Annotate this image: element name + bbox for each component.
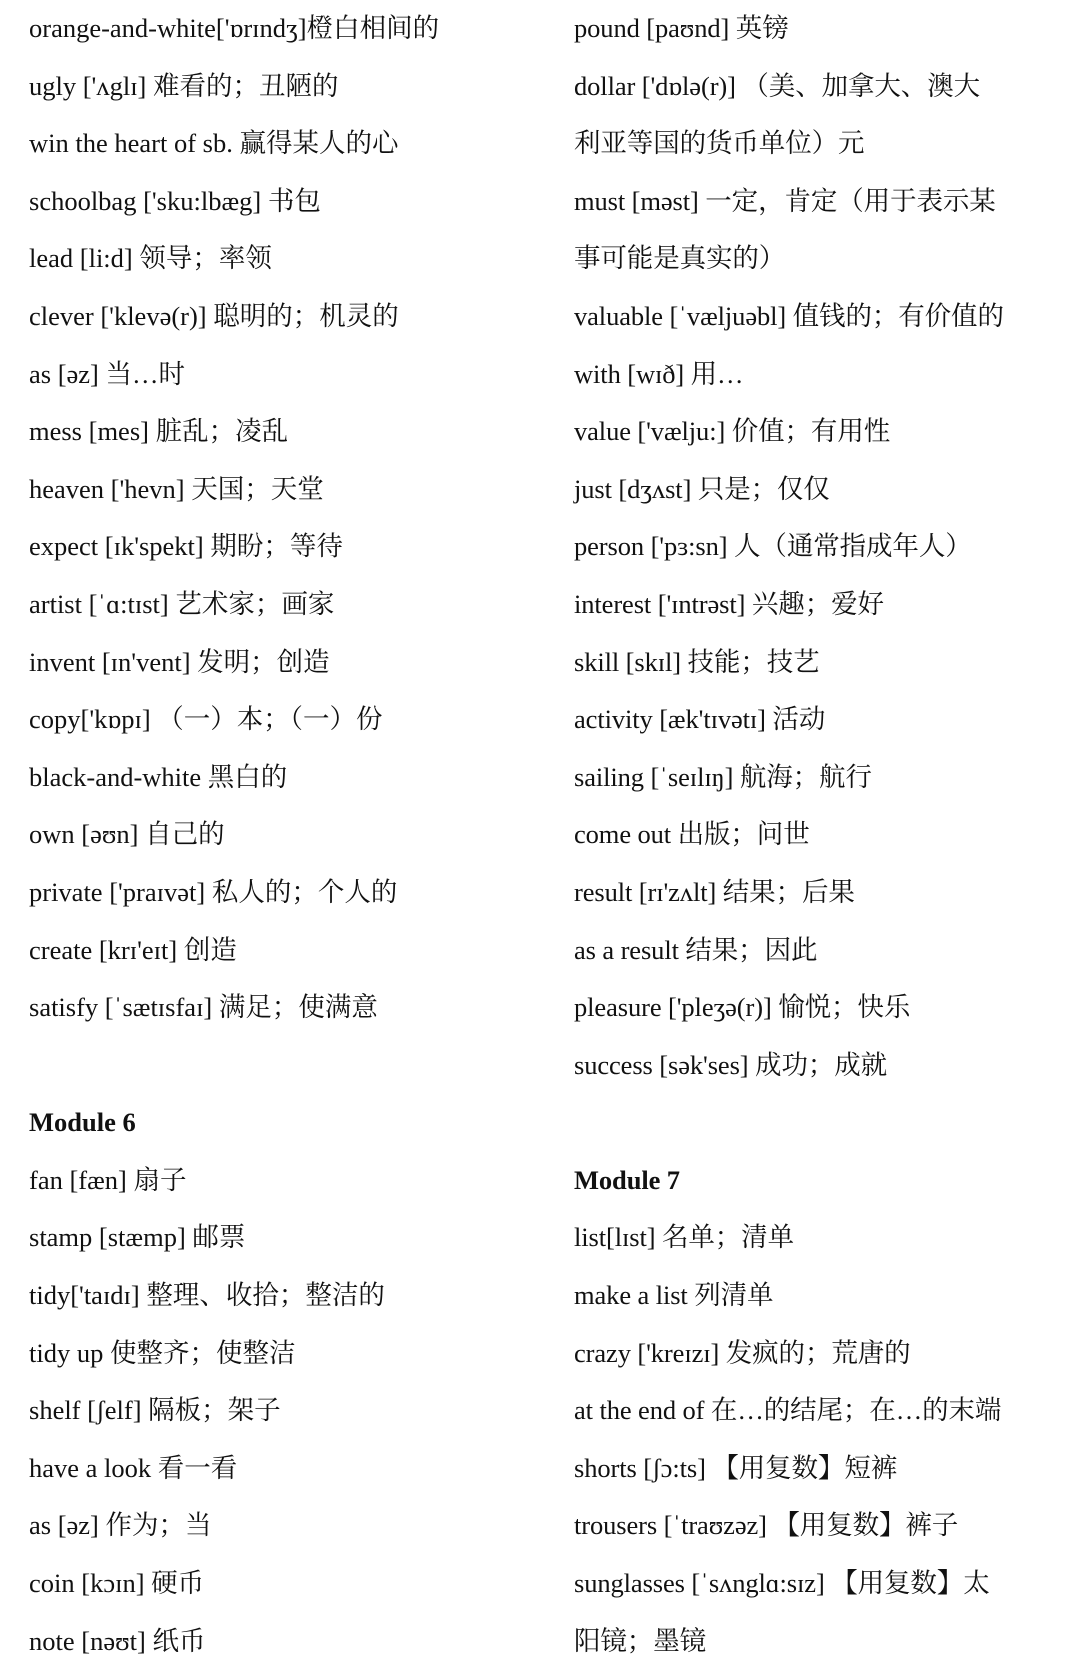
vocab-entry: just [dʒʌst] 只是；仅仅 — [574, 473, 830, 504]
vocab-entry: heaven ['hevn] 天国；天堂 — [29, 473, 324, 504]
vocab-entry: value ['vælju:] 价值；有用性 — [574, 416, 891, 447]
vocab-entry: success [sək'ses] 成功；成就 — [574, 1049, 888, 1080]
vocab-entry: coin [kɔɪn] 硬币 — [29, 1568, 205, 1599]
vocab-entry: as [əz] 当…时 — [29, 358, 185, 389]
vocab-entry: tidy up 使整齐；使整洁 — [29, 1337, 296, 1368]
vocab-entry: create [krɪ'eɪt] 创造 — [29, 934, 237, 965]
vocab-entry: copy['kɒpɪ] （一）本；（一）份 — [29, 704, 383, 735]
vocab-entry: orange-and-white['ɒrɪndʒ]橙白相间的 — [29, 13, 440, 43]
vocab-entry: win the heart of sb. 赢得某人的心 — [29, 128, 399, 159]
vocab-entry: 利亚等国的货币单位）元 — [574, 128, 865, 159]
vocab-entry: mess [mes] 脏乱；凌乱 — [29, 416, 289, 447]
left-column — [29, 0, 549, 1670]
vocab-entry: shorts [ʃɔ:ts] 【用复数】短裤 — [574, 1452, 898, 1483]
blank-line — [574, 1094, 1074, 1152]
vocab-entry: lead [li:d] 领导；率领 — [29, 243, 272, 274]
vocab-entry: expect [ɪk'spekt] 期盼；等待 — [29, 531, 343, 562]
vocab-entry: at the end of 在…的结尾；在…的末端 — [574, 1395, 1002, 1426]
vocab-entry: shelf [ʃelf] 隔板；架子 — [29, 1395, 281, 1426]
blank-line — [29, 1037, 549, 1095]
vocab-entry: own [əʊn] 自己的 — [29, 819, 225, 850]
vocab-entry: sunglasses [ˈsʌnglɑ:sɪz] 【用复数】太 — [574, 1568, 990, 1599]
vocab-entry: clever ['klevə(r)] 聪明的；机灵的 — [29, 300, 399, 331]
module-heading: Module 6 — [29, 1107, 136, 1138]
vocab-entry: fan [fæn] 扇子 — [29, 1164, 187, 1195]
vocab-entry: schoolbag ['sku:lbæg] 书包 — [29, 185, 321, 216]
vocab-entry: as a result 结果；因此 — [574, 934, 818, 965]
vocab-entry: come out 出版；问世 — [574, 819, 810, 850]
vocab-entry: person ['pɜ:sn] 人（通常指成年人） — [574, 531, 972, 562]
vocab-entry: valuable [ˈvæljuəbl] 值钱的；有价值的 — [574, 300, 1004, 331]
vocab-entry: pleasure ['pleʒə(r)] 愉悦；快乐 — [574, 992, 911, 1023]
vocab-entry: ugly ['ʌglɪ] 难看的；丑陋的 — [29, 70, 339, 101]
vocab-entry: have a look 看一看 — [29, 1452, 238, 1483]
module-heading: Module 7 — [574, 1164, 680, 1195]
right-column — [574, 0, 1074, 1670]
vocab-entry: invent [ɪn'vent] 发明；创造 — [29, 646, 330, 677]
vocab-entry: trousers [ˈtraʊzəz] 【用复数】裤子 — [574, 1510, 959, 1541]
vocab-entry: artist [ˈɑ:tɪst] 艺术家；画家 — [29, 588, 335, 619]
vocab-entry: interest ['ɪntrəst] 兴趣；爱好 — [574, 588, 884, 619]
vocab-entry: skill [skɪl] 技能；技艺 — [574, 646, 820, 677]
vocab-entry: list[lɪst] 名单；清单 — [574, 1222, 794, 1253]
vocab-entry: dollar ['dɒlə(r)] （美、加拿大、澳大 — [574, 70, 980, 101]
vocab-entry: make a list 列清单 — [574, 1280, 774, 1311]
vocab-entry: 事可能是真实的） — [574, 243, 786, 274]
vocab-entry: black-and-white 黑白的 — [29, 761, 288, 792]
vocab-entry: activity [æk'tɪvətɪ] 活动 — [574, 704, 826, 735]
vocab-entry: must [məst] 一定，肯定（用于表示某 — [574, 185, 996, 216]
vocab-entry: satisfy [ˈsætɪsfaɪ] 满足；使满意 — [29, 992, 378, 1023]
vocab-entry: pound [paʊnd] 英镑 — [574, 13, 789, 43]
vocab-entry: tidy['taɪdɪ] 整理、收拾；整洁的 — [29, 1280, 385, 1311]
vocab-entry: sailing [ˈseɪlɪŋ] 航海；航行 — [574, 761, 872, 792]
vocab-entry: as [əz] 作为；当 — [29, 1510, 212, 1541]
vocab-entry: 阳镜；墨镜 — [574, 1625, 706, 1656]
vocab-entry: result [rɪ'zʌlt] 结果；后果 — [574, 876, 855, 907]
vocab-entry: with [wɪð] 用… — [574, 358, 744, 389]
vocab-entry: note [nəʊt] 纸币 — [29, 1625, 206, 1656]
vocab-entry: private ['praɪvət] 私人的；个人的 — [29, 876, 398, 907]
vocab-entry: crazy ['kreɪzɪ] 发疯的；荒唐的 — [574, 1337, 911, 1368]
vocab-entry: stamp [stæmp] 邮票 — [29, 1222, 246, 1253]
